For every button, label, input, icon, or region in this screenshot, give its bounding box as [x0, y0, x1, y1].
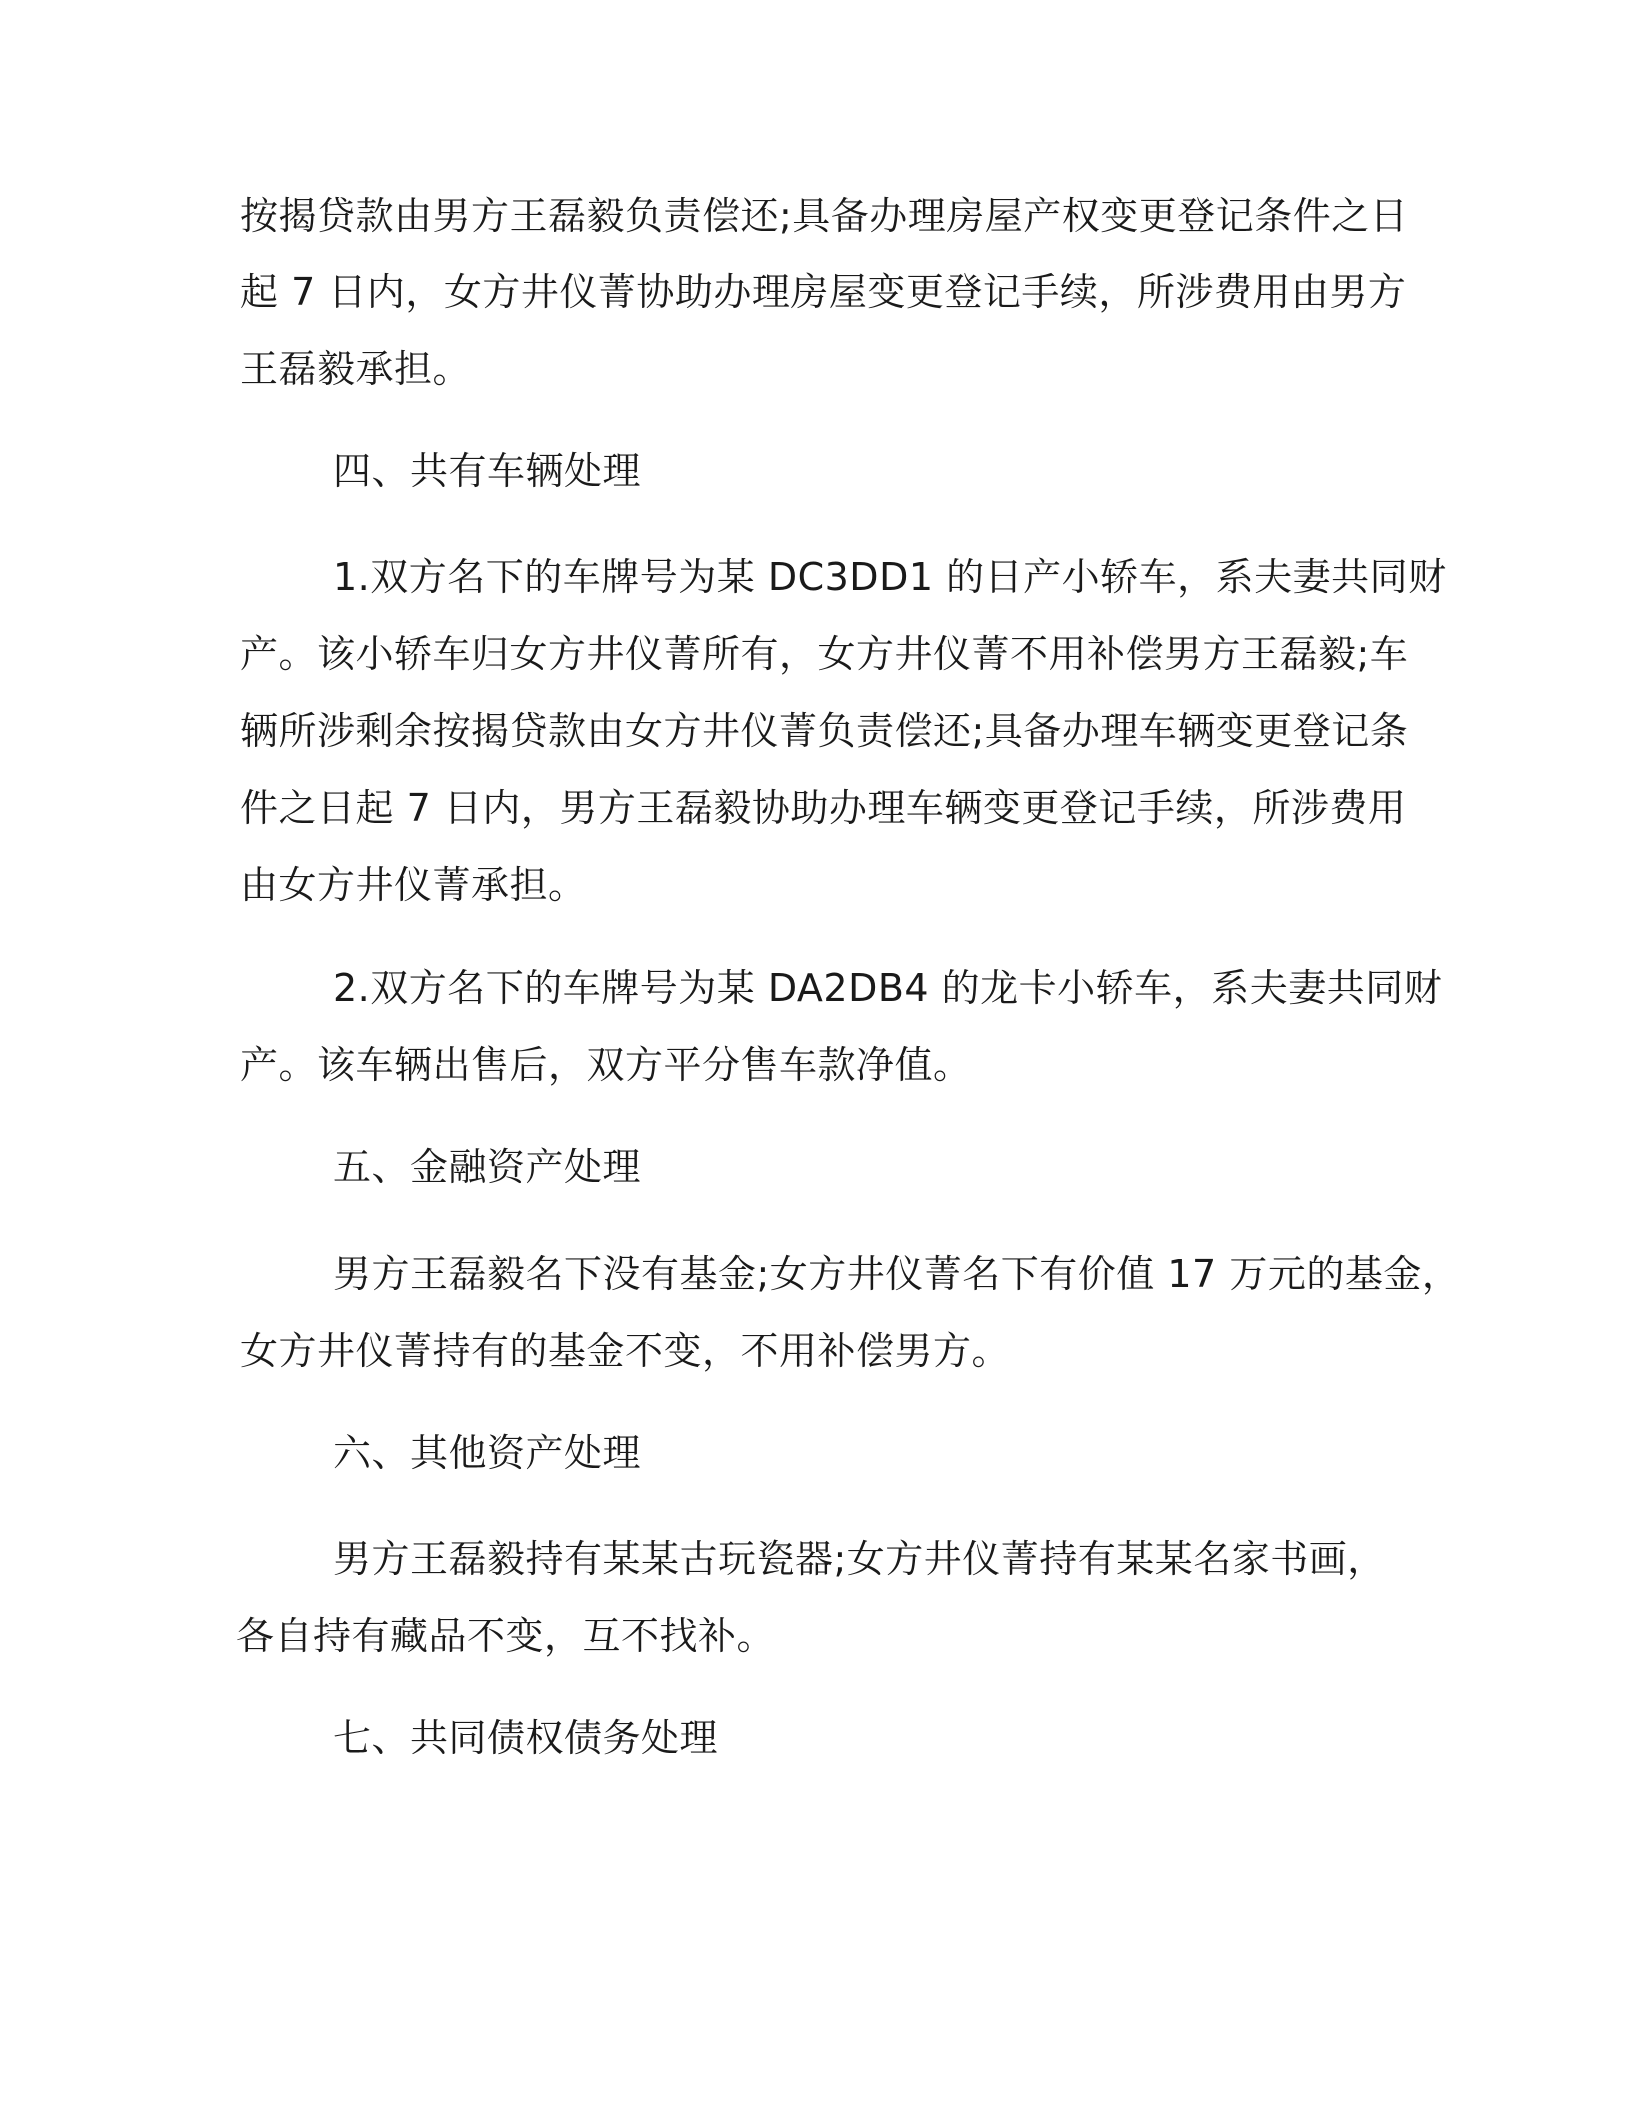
text-line: 产。该车辆出售后，双方平分售车款净值。: [240, 1043, 972, 1087]
text-line: 男方王磊毅持有某某古玩瓷器;女方井仪菁持有某某名家书画，: [333, 1537, 1386, 1581]
text-line: 女方井仪菁持有的基金不变，不用补偿男方。: [240, 1329, 1011, 1373]
text-line: 由女方井仪菁承担。: [240, 863, 587, 907]
text-line: 1.双方名下的车牌号为某 DC3DD1 的日产小轿车，系夫妻共同财: [333, 555, 1447, 599]
section-heading: 五、金融资产处理: [333, 1145, 642, 1189]
text-line: 件之日起 7 日内，男方王磊毅协助办理车辆变更登记手续，所涉费用: [240, 786, 1407, 830]
text-line: 各自持有藏品不变，互不找补。: [236, 1614, 776, 1658]
text-line: 按揭贷款由男方王磊毅负责偿还;具备办理房屋产权变更登记条件之日: [240, 194, 1409, 238]
text-line: 辆所涉剩余按揭贷款由女方井仪菁负责偿还;具备办理车辆变更登记条: [240, 709, 1409, 753]
text-line: 产。该小轿车归女方井仪菁所有，女方井仪菁不用补偿男方王磊毅;车: [240, 632, 1409, 676]
text-line: 起 7 日内，女方井仪菁协助办理房屋变更登记手续，所涉费用由男方: [240, 270, 1407, 314]
text-line: 2.双方名下的车牌号为某 DA2DB4 的龙卡小轿车，系夫妻共同财: [333, 966, 1443, 1010]
section-heading: 四、共有车辆处理: [333, 449, 642, 493]
section-heading: 七、共同债权债务处理: [333, 1716, 719, 1760]
text-line: 男方王磊毅名下没有基金;女方井仪菁名下有价值 17 万元的基金，: [333, 1252, 1461, 1296]
section-heading: 六、其他资产处理: [333, 1431, 642, 1475]
text-line: 王磊毅承担。: [240, 347, 472, 391]
